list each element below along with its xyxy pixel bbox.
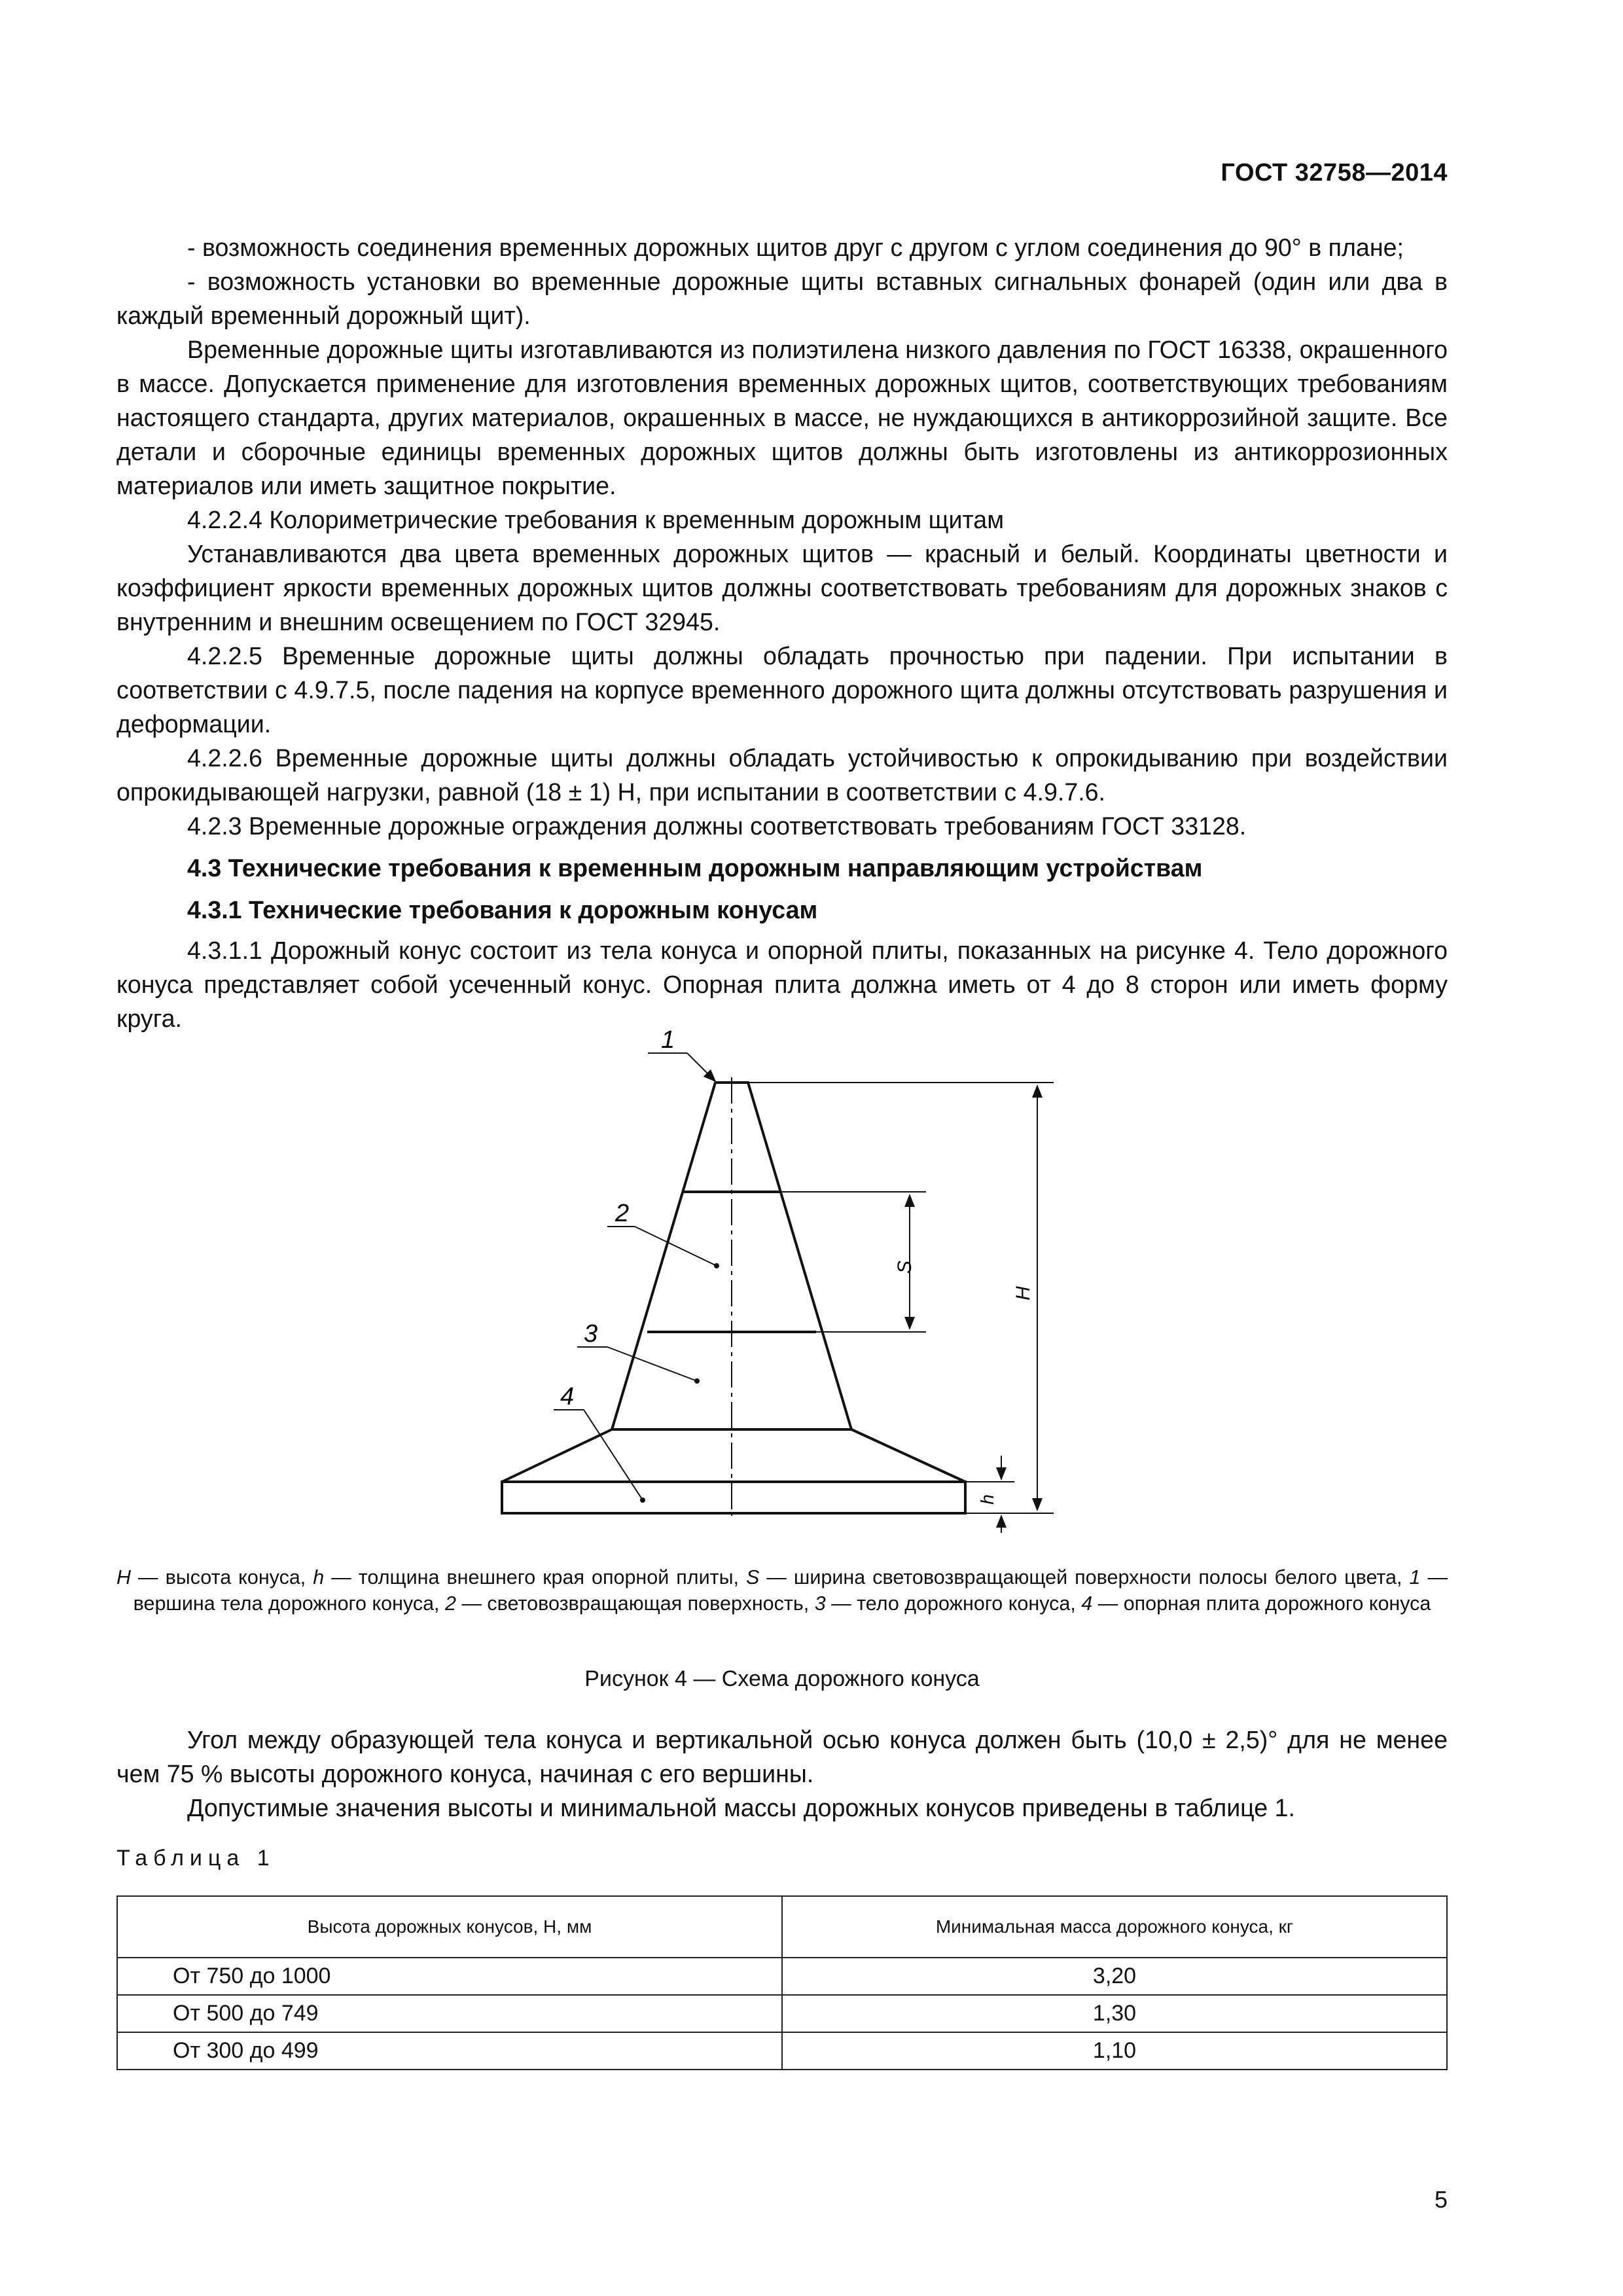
paragraph: Угол между образующей тела конуса и вертикальной осью конуса должен быть (10,0 ± 2,5)° для не менее чем 75 % высоты дорожного конуса, начиная с его вершины. (116, 1726, 1448, 1787)
figure-legend (116, 1564, 1448, 1617)
table-cell-height: От 300 до 499 (117, 2032, 782, 2070)
table-cell-mass: 1,10 (782, 2032, 1447, 2070)
paragraph: 4.2.2.5 Временные дорожные щиты должны обладать прочностью при падении. При испытании в соответствии с 4.9.7.5, после падения на корпусе временного дорожного щита должны отсутствовать разрушения и деформации. (116, 642, 1448, 738)
legend-4: 4 (1081, 1592, 1093, 1615)
s-label: S (894, 1260, 916, 1274)
leader-4-dot (640, 1498, 645, 1503)
legend-text: — тело дорожного конуса, (825, 1592, 1082, 1615)
table-row (117, 2032, 1447, 2070)
leader-2-diag (635, 1227, 717, 1266)
label-3: 3 (584, 1320, 598, 1348)
legend-h: h (313, 1566, 325, 1588)
legend-text: — световозвращающая поверхность, (455, 1592, 815, 1615)
paragraph: 4.2.3 Временные дорожные ограждения должны соответствовать требованиям ГОСТ 33128. (187, 812, 1247, 840)
paragraph: - возможность соединения временных дорожных щитов друг с другом с углом соединения до 90° в плане; (187, 234, 1404, 261)
cone-figure (497, 1018, 1086, 1535)
base-plate (502, 1482, 965, 1513)
label-2: 2 (615, 1200, 630, 1227)
section-heading-4-3: 4.3 Технические требования к временным дорожным направляющим устройствам (187, 854, 1203, 882)
H-label: H (1012, 1286, 1034, 1300)
legend-text: — высота конуса, (131, 1566, 313, 1588)
table-cell-mass: 1,30 (782, 1995, 1447, 2032)
figure-caption: Рисунок 4 — Схема дорожного конуса (584, 1666, 980, 1691)
table-cell-height: От 500 до 749 (117, 1995, 782, 2032)
paragraph: Устанавливаются два цвета временных дорожных щитов — красный и белый. Координаты цветности и коэффициент яркости временных дорожных щитов должны соответствовать требованиям для дорожных знаков с внутренним и внешним освещением по ГОСТ 32945. (116, 540, 1448, 636)
legend-text: — вершина тела дорожного конуса, (133, 1566, 1448, 1615)
paragraph: 4.2.2.4 Колориметрические требования к временным дорожным щитам (187, 506, 1005, 533)
cone-table (116, 1895, 1448, 2070)
table-row (117, 1995, 1447, 2032)
paragraph: Временные дорожные щиты изготавливаются из полиэтилена низкого давления по ГОСТ 16338, окрашенного в массе. Допускается применение для изготовления временных дорожных щитов, соответствующих требованиям настоящего стандарта, других материалов, окрашенных в массе, не нуждающихся в антикоррозийной защите. Все детали и сборочные единицы временных дорожных щитов должны быть изготовлены из антикоррозионных материалов или иметь защитное покрытие. (116, 336, 1448, 499)
cone-diagram (497, 1018, 1086, 1535)
table-header-row (117, 1896, 1447, 1958)
legend-text: — опорная плита дорожного конуса (1092, 1592, 1431, 1615)
legend-1: 1 (1409, 1566, 1421, 1588)
table-header-height: Высота дорожных конусов, Н, мм (117, 1896, 782, 1958)
base-slope (502, 1429, 965, 1482)
paragraph: - возможность установки во временные дорожные щиты вставных сигнальных фонарей (один или два в каждый временный дорожный щит). (116, 268, 1448, 329)
legend-text: — ширина световозвращающей поверхности полосы белого цвета, (759, 1566, 1410, 1588)
leader-2-dot (714, 1263, 719, 1268)
legend-S: S (746, 1566, 760, 1588)
table-cell-mass: 3,20 (782, 1958, 1447, 1995)
legend-H: H (116, 1566, 132, 1588)
paragraph: 4.2.2.6 Временные дорожные щиты должны обладать устойчивостью к опрокидыванию при воздействии опрокидывающей нагрузки, равной (18 ± 1) Н, при испытании в соответствии с 4.9.7.6. (116, 744, 1448, 806)
table-header-mass: Минимальная масса дорожного конуса, кг (782, 1896, 1447, 1958)
table-title: Таблица 1 (116, 1846, 276, 1871)
table-row (117, 1958, 1447, 1995)
after-figure-text (116, 1723, 1448, 1825)
section-heading-4-3-1: 4.3.1 Технические требования к дорожным конусам (187, 896, 818, 924)
label-4: 4 (560, 1383, 575, 1410)
leader-1-arrow (687, 1053, 715, 1081)
page-number: 5 (1434, 2186, 1448, 2213)
small-h-label: h (977, 1494, 997, 1505)
legend-2: 2 (445, 1592, 456, 1615)
document-id: ГОСТ 32758—2014 (1221, 159, 1448, 187)
table-cell-height: От 750 до 1000 (117, 1958, 782, 1995)
paragraph: Допустимые значения высоты и минимальной массы дорожных конусов приведены в таблице 1. (187, 1794, 1295, 1821)
paragraph-4-3-1-1: 4.3.1.1 Дорожный конус состоит из тела конуса и опорной плиты, показанных на рисунке 4. Тело дорожного конуса представляет собой усеченный конус. Опорная плита должна иметь от 4 до 8 сторон или иметь форму круга. (116, 937, 1448, 1032)
leader-3-diag (607, 1347, 697, 1381)
main-text (116, 230, 1448, 1035)
legend-3: 3 (814, 1592, 826, 1615)
legend-text: — толщина внешнего края опорной плиты, (324, 1566, 746, 1588)
leader-3-dot (694, 1378, 700, 1384)
label-1: 1 (661, 1026, 675, 1054)
